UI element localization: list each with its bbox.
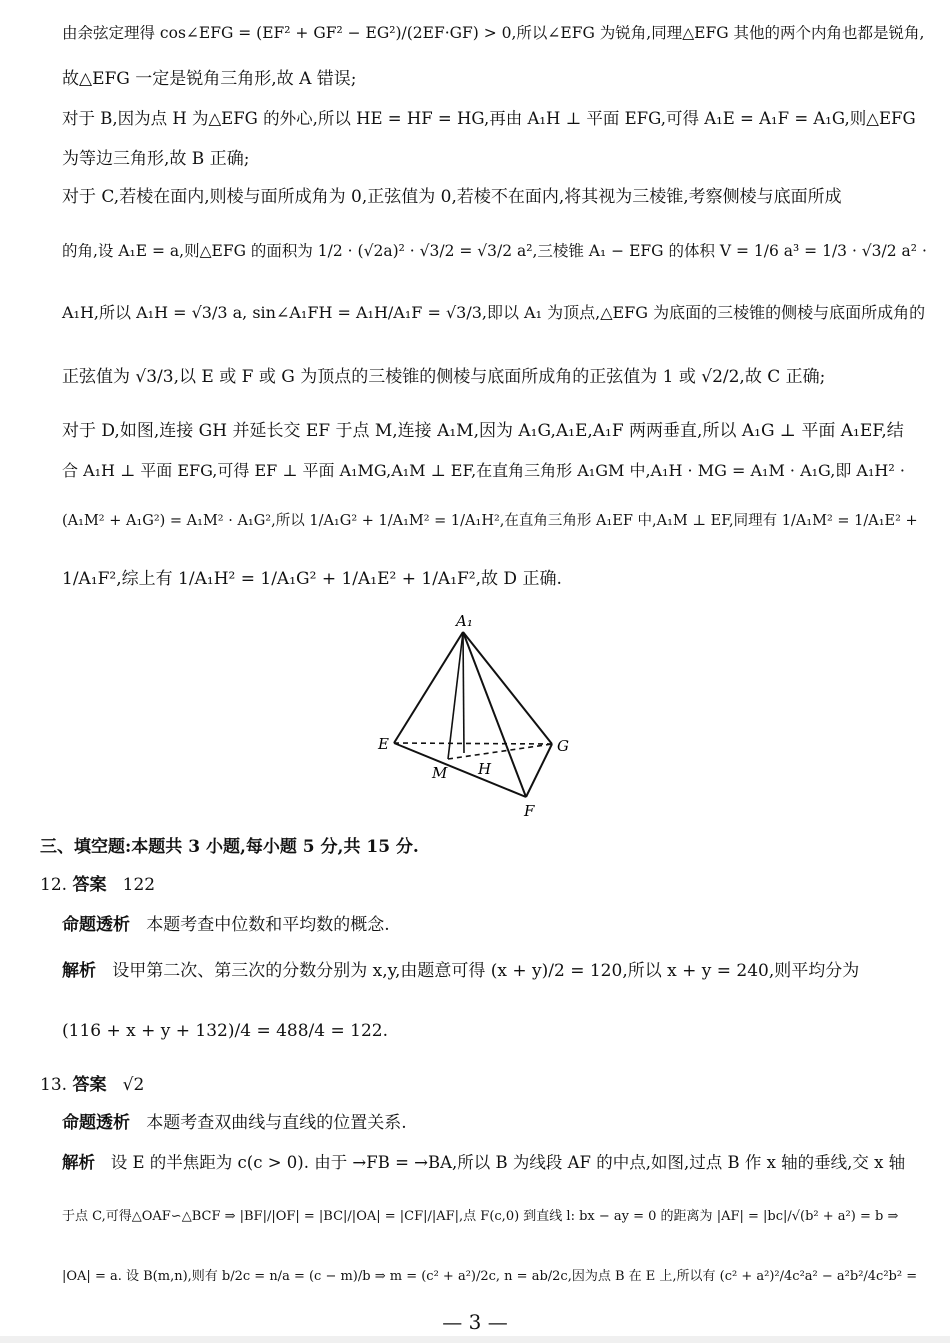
paragraph-line-6: 的角,设 A₁E = a,则△EFG 的面积为 1/2 · (√2a)² · √3/2 = √3/2 a²,三棱锥 A₁ − EFG 的体积 V = 1/6 a³ = 1/3 · √3/2 a² · [62, 242, 927, 260]
paragraph-line-7: A₁H,所以 A₁H = √3/3 a, sin∠A₁FH = A₁H/A₁F = √3/3,即以 A₁ 为顶点,△EFG 为底面的三棱锥的侧棱与底面所成角的 [62, 303, 926, 322]
q12-insight-label: 命题透析 [62, 915, 130, 935]
label-m: M [432, 764, 448, 782]
paragraph-line-10: 合 A₁H ⊥ 平面 EFG,可得 EF ⊥ 平面 A₁MG,A₁M ⊥ EF,在直角三角形 A₁GM 中,A₁H · MG = A₁M · A₁G,即 A₁H² · [62, 461, 905, 480]
q12-answer: 122 [122, 875, 156, 895]
label-g: G [557, 737, 569, 755]
pyramid-figure [360, 610, 590, 825]
page-number: — 3 — [442, 1310, 508, 1334]
q13-insight: 本题考查双曲线与直线的位置关系. [146, 1113, 407, 1133]
q12-number: 12. [40, 875, 68, 895]
q13-number: 13. [40, 1075, 68, 1095]
q12-solution-2: (116 + x + y + 132)/4 = 488/4 = 122. [62, 1021, 388, 1041]
label-e: E [378, 735, 389, 753]
label-a1: A₁ [456, 612, 473, 630]
q12-answer-label: 答案 [72, 875, 107, 895]
paragraph-line-4: 为等边三角形,故 B 正确; [62, 149, 250, 169]
q13-solution-2: 于点 C,可得△OAF∽△BCF ⇒ |BF|/|OF| = |BC|/|OA| = |CF|/|AF|,点 F(c,0) 到直线 l: bx − ay = 0 的距离为 |AF| = |bc|/√(b² + a²) = b ⇒ [62, 1209, 899, 1224]
paragraph-line-1: 由余弦定理得 cos∠EFG = (EF² + GF² − EG²)/(2EF·GF) > 0,所以∠EFG 为锐角,同理△EFG 其他的两个内角也都是锐角, [62, 24, 925, 42]
q12-solution-1: 设甲第二次、第三次的分数分别为 x,y,由题意可得 (x + y)/2 = 120,所以 x + y = 240,则平均分为 [112, 961, 860, 981]
paragraph-line-9: 对于 D,如图,连接 GH 并延长交 EF 于点 M,连接 A₁M,因为 A₁G,A₁E,A₁F 两两垂直,所以 A₁G ⊥ 平面 A₁EF,结 [62, 421, 904, 441]
paragraph-line-11: (A₁M² + A₁G²) = A₁M² · A₁G²,所以 1/A₁G² + 1/A₁M² = 1/A₁H²,在直角三角形 A₁EF 中,A₁M ⊥ EF,同理有 1/A₁M² = 1/A₁E² + [62, 513, 918, 529]
q13-solution-3: |OA| = a. 设 B(m,n),则有 b/2c = n/a = (c − m)/b ⇒ m = (c² + a²)/2c, n = ab/2c,因为点 B 在 E 上,所以有 (c² + a²)²/4c²a² − a²b²/4c²b² = [62, 1269, 918, 1284]
paragraph-line-5: 对于 C,若棱在面内,则棱与面所成角为 0,正弦值为 0,若棱不在面内,将其视为三棱锥,考察侧棱与底面所成 [62, 187, 842, 207]
q12-solution-row [62, 960, 912, 982]
q13-solution-label: 解析 [62, 1153, 95, 1172]
q13-answer-label: 答案 [72, 1075, 107, 1095]
paragraph-line-2: 故△EFG 一定是锐角三角形,故 A 错误; [62, 69, 357, 89]
q13-insight-label: 命题透析 [62, 1113, 130, 1133]
q13-solution-row [62, 1152, 912, 1174]
q12-insight-row [62, 914, 912, 936]
label-f: F [524, 802, 535, 820]
label-h: H [478, 760, 492, 778]
q13-answer-row [40, 1074, 912, 1096]
bottom-strip [0, 1336, 950, 1343]
q13-solution-1: 设 E 的半焦距为 c(c > 0). 由于 →FB = →BA,所以 B 为线段 AF 的中点,如图,过点 B 作 x 轴的垂线,交 x 轴 [110, 1153, 906, 1172]
q13-insight-row [62, 1112, 912, 1134]
paragraph-line-12: 1/A₁F²,综上有 1/A₁H² = 1/A₁G² + 1/A₁E² + 1/A₁F²,故 D 正确. [62, 569, 562, 589]
q12-answer-row [40, 874, 912, 896]
q13-answer: √2 [122, 1075, 145, 1095]
paragraph-line-3: 对于 B,因为点 H 为△EFG 的外心,所以 HE = HF = HG,再由 A₁H ⊥ 平面 EFG,可得 A₁E = A₁F = A₁G,则△EFG [62, 109, 916, 128]
paragraph-line-8: 正弦值为 √3/3,以 E 或 F 或 G 为顶点的三棱锥的侧棱与底面所成角的正弦值为 1 或 √2/2,故 C 正确; [62, 367, 826, 387]
q12-insight: 本题考查中位数和平均数的概念. [146, 915, 390, 935]
q12-solution-label: 解析 [62, 961, 96, 981]
section-heading: 三、填空题:本题共 3 小题,每小题 5 分,共 15 分. [40, 837, 419, 857]
